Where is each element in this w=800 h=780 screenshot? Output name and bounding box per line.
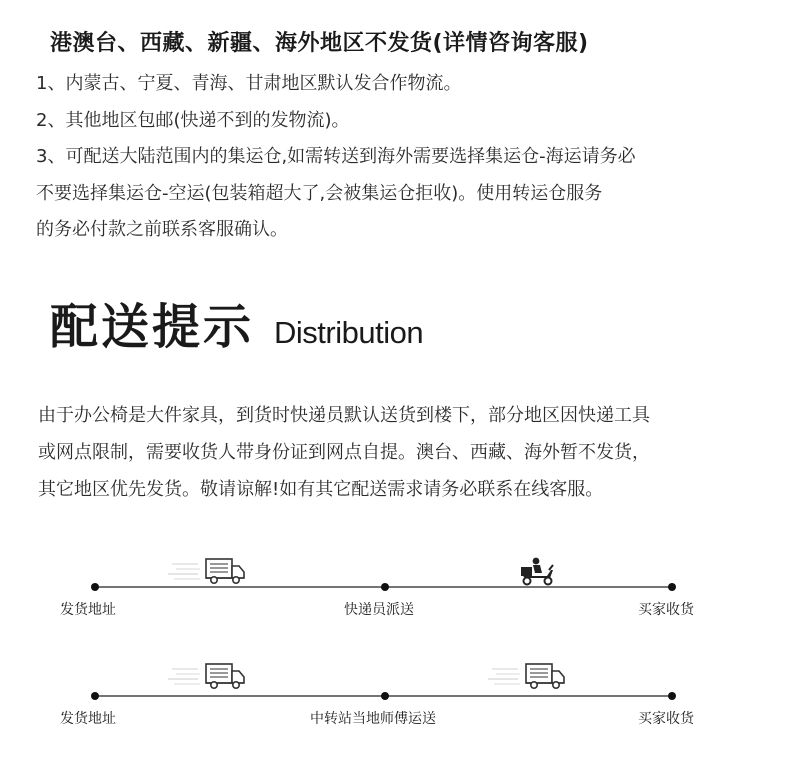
flow-1-dot-middle: [381, 583, 389, 591]
flow-2-dot-end: [668, 692, 676, 700]
description-line: 或网点限制，需要收货人带身份证到网点自提。澳台、西藏、海外暂不发货，: [38, 442, 650, 463]
flow-2-start-label: 发货地址: [60, 711, 116, 727]
shipping-restriction-heading: 港澳台、西藏、新疆、海外地区不发货(详情咨询客服): [50, 31, 589, 56]
flow-2-middle-label: 中转站当地师傅运送: [310, 711, 436, 727]
description-line: 其它地区优先发货。敬请谅解!如有其它配送需求请务必联系在线客服。: [38, 479, 604, 500]
delivery-truck-icon: [168, 559, 244, 583]
delivery-description: [38, 397, 778, 508]
courier-scooter-icon: [521, 558, 553, 585]
description-line: 由于办公椅是大件家具，到货时快递员默认送货到楼下，部分地区因快递工具: [38, 405, 650, 426]
flow-2-dot-middle: [381, 692, 389, 700]
notice-line: 不要选择集运仓-空运(包装箱超大了,会被集运仓拒收)。使用转运仓服务: [36, 182, 603, 204]
flow-1-end-label: 买家收货: [638, 602, 694, 618]
flow-1-dot-end: [668, 583, 676, 591]
notice-line: 1、内蒙古、宁夏、青海、甘肃地区默认发合作物流。: [36, 73, 462, 94]
shipping-notice-list: [36, 66, 786, 249]
flow-2-dot-start: [91, 692, 99, 700]
section-title-cn: 配送提示: [50, 299, 255, 355]
notice-line: 2、其他地区包邮(快递不到的发物流)。: [36, 109, 350, 131]
notice-line: 3、可配送大陆范围内的集运仓,如需转送到海外需要选择集运仓-海运请务必: [36, 146, 636, 167]
section-title-en: Distribution: [274, 315, 424, 350]
notice-line: 的务必付款之前联系客服确认。: [36, 219, 288, 240]
flow-2-end-label: 买家收货: [638, 711, 694, 727]
flow-1-start-label: 发货地址: [60, 602, 116, 618]
flow-1-middle-label: 快递员派送: [344, 602, 414, 618]
distribution-section-title: [50, 288, 423, 358]
delivery-truck-icon: [488, 664, 564, 688]
flow-1-dot-start: [91, 583, 99, 591]
delivery-truck-icon: [168, 664, 244, 688]
